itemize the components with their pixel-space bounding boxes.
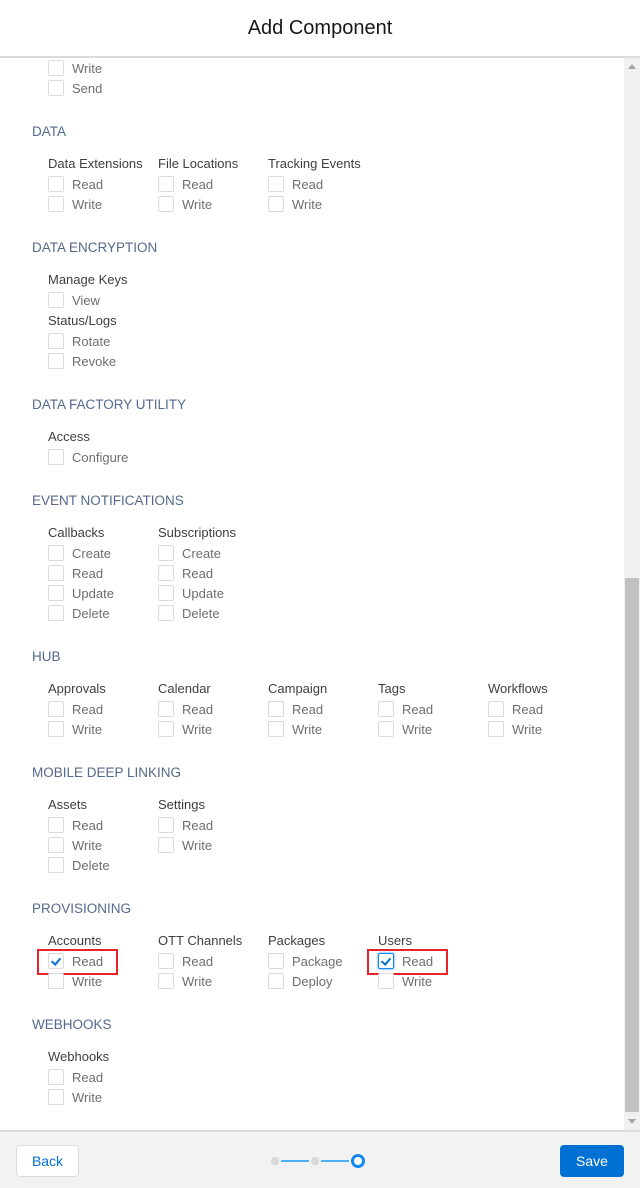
checkbox-label[interactable]: Delete [72, 857, 110, 873]
checkbox-item[interactable] [158, 194, 268, 214]
permission-group [158, 678, 268, 739]
checkbox-label[interactable]: Send [72, 80, 103, 96]
section-groups [48, 1046, 624, 1107]
permission-section [0, 58, 624, 98]
checkbox-label[interactable]: Write [292, 721, 323, 737]
checkbox-label[interactable]: Write [292, 196, 323, 212]
checkbox-item[interactable] [48, 951, 158, 971]
checkbox[interactable] [48, 973, 64, 989]
permission-section [0, 763, 624, 875]
permissions-list[interactable] [0, 58, 624, 1130]
checkbox-item[interactable] [48, 855, 158, 875]
checkbox[interactable] [48, 333, 64, 349]
checkbox-item[interactable] [48, 971, 158, 991]
checkbox-item[interactable] [158, 719, 268, 739]
step-2[interactable] [311, 1157, 319, 1165]
checkbox-item[interactable] [48, 603, 158, 623]
checkbox[interactable] [48, 196, 64, 212]
checkbox-label[interactable]: Read [182, 176, 214, 192]
section-title: DATA FACTORY UTILITY [32, 397, 187, 412]
permission-section [0, 491, 624, 623]
group-label: Callbacks [48, 525, 105, 540]
permission-group [48, 1046, 158, 1107]
checkbox-label[interactable]: Write [402, 973, 433, 989]
checkbox-item[interactable] [268, 971, 378, 991]
checkbox-item[interactable] [48, 58, 158, 78]
checkbox-item[interactable] [48, 1067, 158, 1087]
permission-section [0, 238, 624, 371]
checkbox-label[interactable]: Read [402, 953, 434, 969]
step-connector [281, 1160, 309, 1162]
permission-group [378, 678, 488, 739]
checkbox-label[interactable]: View [72, 292, 100, 308]
checkbox-item[interactable] [488, 699, 598, 719]
group-sublabel: Status/Logs [48, 313, 117, 328]
section-groups [48, 522, 624, 623]
group-label: Accounts [48, 933, 102, 948]
permission-section [0, 122, 624, 214]
scrollbar-thumb[interactable] [625, 578, 639, 1112]
checkbox-label[interactable]: Read [72, 1069, 104, 1085]
checkbox-item[interactable] [48, 447, 158, 467]
checkbox-label[interactable]: Read [72, 817, 104, 833]
permission-group [268, 678, 378, 739]
permission-group [48, 58, 158, 98]
checkbox-label[interactable]: Read [72, 953, 104, 969]
checkbox-item[interactable] [158, 815, 268, 835]
scroll-down-arrow-icon[interactable] [628, 1119, 636, 1124]
checkbox[interactable] [48, 585, 64, 601]
checkbox-item[interactable] [158, 835, 268, 855]
group-label: Tracking Events [268, 156, 361, 171]
checkbox[interactable] [48, 817, 64, 833]
section-title: MOBILE DEEP LINKING [32, 765, 182, 780]
checkbox-item[interactable] [48, 583, 158, 603]
checkbox[interactable] [158, 585, 174, 601]
checkbox[interactable] [268, 701, 284, 717]
checkbox-item[interactable] [378, 971, 488, 991]
checkbox[interactable] [48, 721, 64, 737]
permission-section [0, 647, 624, 739]
checkbox-label[interactable]: Read [182, 817, 214, 833]
section-title: DATA ENCRYPTION [32, 240, 158, 255]
permission-group [158, 153, 268, 214]
checkbox-label[interactable]: Read [72, 701, 104, 717]
checkbox-item[interactable] [48, 563, 158, 583]
group-label: Workflows [488, 681, 548, 696]
checkbox-label[interactable]: Write [182, 837, 213, 853]
checkbox[interactable] [268, 973, 284, 989]
checkbox-label[interactable]: Read [182, 701, 214, 717]
group-label: Campaign [268, 681, 328, 696]
checkbox-item[interactable] [378, 719, 488, 739]
checkbox-item[interactable] [158, 174, 268, 194]
group-label: Subscriptions [158, 525, 237, 540]
back-button[interactable]: Back [16, 1145, 79, 1177]
modal-footer [0, 1130, 640, 1188]
checkbox[interactable] [48, 60, 64, 76]
checkbox[interactable] [268, 196, 284, 212]
checkbox-label[interactable]: Write [72, 721, 103, 737]
group-label: Tags [378, 681, 406, 696]
group-label: Assets [48, 797, 88, 812]
permission-group [48, 153, 158, 214]
checkbox[interactable] [48, 1069, 64, 1085]
permission-group [268, 153, 378, 214]
group-label: Approvals [48, 681, 106, 696]
step-connector [321, 1160, 349, 1162]
checkbox-item[interactable] [48, 78, 158, 98]
checkbox[interactable] [268, 953, 284, 969]
section-groups [48, 794, 624, 875]
section-title: PROVISIONING [32, 901, 132, 916]
checkbox[interactable] [48, 449, 64, 465]
group-label: File Locations [158, 156, 239, 171]
progress-indicator [271, 1154, 365, 1168]
permission-group [48, 522, 158, 623]
checkbox[interactable] [158, 545, 174, 561]
checkbox[interactable] [48, 565, 64, 581]
checkbox-label[interactable]: Write [72, 973, 103, 989]
checkbox[interactable] [48, 176, 64, 192]
checkbox[interactable] [158, 196, 174, 212]
checkbox-item[interactable] [48, 174, 158, 194]
checkbox[interactable] [48, 292, 64, 308]
group-label: Data Extensions [48, 156, 143, 171]
checkbox-label[interactable]: Delete [182, 605, 220, 621]
checkbox[interactable] [48, 837, 64, 853]
checkbox[interactable] [488, 701, 504, 717]
permission-group [48, 269, 158, 371]
checkbox[interactable] [158, 817, 174, 833]
checkbox-label[interactable]: Revoke [72, 353, 117, 369]
checkbox-item[interactable] [158, 971, 268, 991]
checkbox[interactable] [48, 545, 64, 561]
permission-group [158, 794, 268, 875]
checkbox-item[interactable] [48, 331, 158, 351]
section-groups [48, 153, 624, 214]
checkbox-item[interactable] [48, 543, 158, 563]
checkbox-item[interactable] [268, 951, 378, 971]
group-label: Manage Keys [48, 272, 128, 287]
checkbox-item[interactable] [48, 290, 158, 310]
checkbox-label[interactable]: Read [402, 701, 434, 717]
checkbox-label[interactable]: Configure [72, 449, 129, 465]
group-label: Packages [268, 933, 326, 948]
checkbox-label[interactable]: Write [182, 721, 213, 737]
checkbox-label[interactable]: Read [292, 701, 324, 717]
checkbox-label[interactable]: Read [182, 953, 214, 969]
permission-group [158, 522, 268, 623]
checkbox-label[interactable]: Rotate [72, 333, 111, 349]
checkbox-item[interactable] [268, 174, 378, 194]
section-groups [48, 58, 624, 98]
checkbox[interactable] [48, 353, 64, 369]
checkbox[interactable] [268, 721, 284, 737]
scrollbar[interactable] [624, 58, 640, 1130]
checkbox[interactable] [488, 721, 504, 737]
checkbox-label[interactable]: Create [182, 545, 222, 561]
checkbox[interactable] [378, 721, 394, 737]
checkbox[interactable] [48, 1089, 64, 1105]
group-label: OTT Channels [158, 933, 243, 948]
checkbox-label[interactable]: Create [72, 545, 112, 561]
checkbox-label[interactable]: Write [72, 837, 103, 853]
checkbox-item[interactable] [158, 603, 268, 623]
permission-group [158, 930, 268, 991]
modal-title: Add Component [247, 16, 393, 39]
checkbox-item[interactable] [378, 699, 488, 719]
permission-group [48, 426, 158, 467]
checkbox-label[interactable]: Package [292, 953, 343, 969]
group-label: Webhooks [48, 1049, 110, 1064]
permission-group [48, 794, 158, 875]
checkbox-label[interactable]: Read [72, 176, 104, 192]
checkbox-item[interactable] [268, 719, 378, 739]
section-groups [48, 930, 624, 991]
checkbox-item[interactable] [48, 719, 158, 739]
checkbox-item[interactable] [48, 194, 158, 214]
checkbox-item[interactable] [158, 563, 268, 583]
checkbox-label[interactable]: Write [182, 196, 213, 212]
step-1[interactable] [271, 1157, 279, 1165]
checkbox-label[interactable]: Read [292, 176, 324, 192]
checkbox-item[interactable] [48, 815, 158, 835]
group-label: Access [48, 429, 90, 444]
scroll-up-arrow-icon[interactable] [628, 64, 636, 69]
permission-group [488, 678, 598, 739]
checkbox[interactable] [48, 605, 64, 621]
section-groups [48, 426, 624, 467]
checkbox-label[interactable]: Deploy [292, 973, 333, 989]
checkbox-label[interactable]: Write [72, 60, 103, 76]
checkbox-item[interactable] [488, 719, 598, 739]
permission-section [0, 899, 624, 991]
checkbox-item[interactable] [158, 583, 268, 603]
section-groups [48, 269, 624, 371]
checkbox-item[interactable] [268, 194, 378, 214]
checkbox[interactable] [158, 837, 174, 853]
permission-section [0, 1015, 624, 1107]
checkbox[interactable] [158, 721, 174, 737]
checkbox-label[interactable]: Write [72, 1089, 103, 1105]
checkbox-item[interactable] [48, 351, 158, 371]
permission-group [48, 930, 158, 991]
checkbox[interactable] [378, 701, 394, 717]
checkbox-item[interactable] [48, 699, 158, 719]
checkbox-label[interactable]: Read [512, 701, 544, 717]
checkbox-label[interactable]: Update [182, 585, 224, 601]
checkbox[interactable] [158, 605, 174, 621]
permission-section [0, 395, 624, 467]
permission-group [378, 930, 488, 991]
section-title: DATA [32, 124, 67, 139]
group-label: Users [378, 933, 412, 948]
checkbox[interactable] [158, 701, 174, 717]
checkbox-item[interactable] [48, 1087, 158, 1107]
checkbox-item[interactable] [268, 699, 378, 719]
group-label: Settings [158, 797, 205, 812]
checkbox-label[interactable]: Write [402, 721, 433, 737]
checkbox[interactable] [48, 857, 64, 873]
step-3-current[interactable] [351, 1154, 365, 1168]
checkbox[interactable] [158, 973, 174, 989]
permission-group [48, 678, 158, 739]
checkbox-label[interactable]: Write [512, 721, 543, 737]
save-button[interactable]: Save [560, 1145, 624, 1177]
checkbox-label[interactable]: Read [72, 565, 104, 581]
section-groups [48, 678, 624, 739]
checkbox-label[interactable]: Write [72, 196, 103, 212]
checkbox-item[interactable] [48, 835, 158, 855]
checkbox-item[interactable] [158, 699, 268, 719]
section-title: EVENT NOTIFICATIONS [32, 493, 184, 508]
checkbox[interactable] [158, 565, 174, 581]
checkbox-item[interactable] [378, 951, 488, 971]
checkbox-item[interactable] [158, 951, 268, 971]
checkbox[interactable] [268, 176, 284, 192]
permission-group [268, 930, 378, 991]
checkbox[interactable] [378, 973, 394, 989]
checkbox[interactable] [48, 80, 64, 96]
checkbox[interactable] [48, 701, 64, 717]
modal-header [0, 0, 640, 58]
section-title: WEBHOOKS [32, 1017, 112, 1032]
checkbox[interactable] [158, 953, 174, 969]
checkbox-item[interactable] [158, 543, 268, 563]
section-title: HUB [32, 649, 61, 664]
checkbox-label[interactable]: Update [72, 585, 114, 601]
group-label: Calendar [158, 681, 211, 696]
checkbox-label[interactable]: Read [182, 565, 214, 581]
checkbox[interactable] [158, 176, 174, 192]
checkbox-label[interactable]: Write [182, 973, 213, 989]
checkbox-label[interactable]: Delete [72, 605, 110, 621]
